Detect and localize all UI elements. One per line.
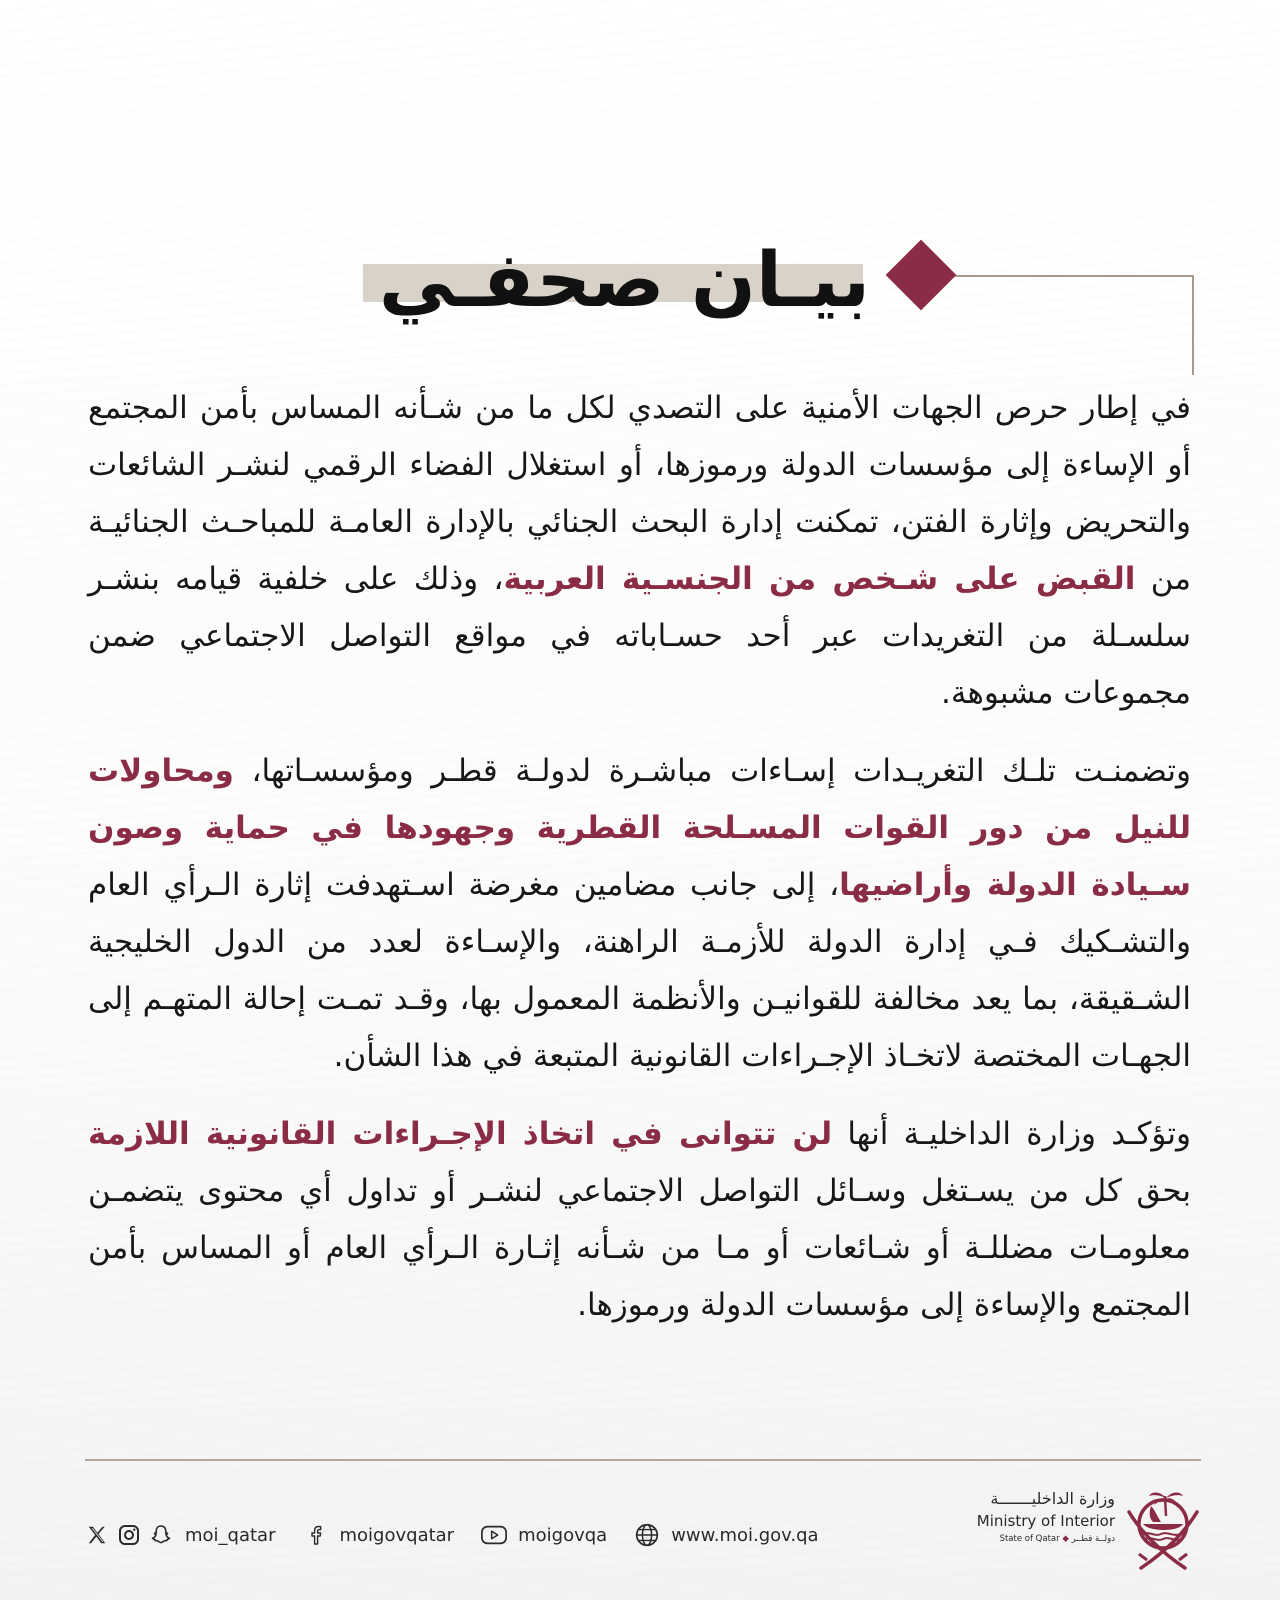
logo-state-en: State of Qatar (999, 1534, 1060, 1544)
press-release-body (88, 380, 1191, 1355)
paragraph-1-highlight: القبض على شـخص من الجنسـية العربية (503, 561, 1136, 597)
paragraph-2-highlight: ومحاولات للنيل من دور القوات المسـلحة القطرية وجهودها في حماية وصون سـيادة الدولة وأراضيها (88, 753, 1191, 903)
youtube-handle[interactable]: moigovqa (518, 1524, 608, 1546)
paragraph-1 (88, 380, 1191, 722)
social-group-website (633, 1521, 818, 1549)
diamond-icon (886, 240, 957, 311)
snapchat-icon[interactable] (147, 1521, 175, 1549)
paragraph-2 (88, 743, 1191, 1085)
social-links (83, 1515, 819, 1555)
x-twitter-icon[interactable] (83, 1521, 111, 1549)
title-divider-line-vertical (1192, 275, 1194, 375)
paragraph-1-text-a: في إطار حرص الجهات الأمنية على التصدي لكل ما من شـأنه المساس بأمن المجتمع أو الإساءة إلى مؤسسات الدولة ورموزها، أو استغلال الفضاء الرقمي لنشـر الشائعات والتحريض وإثارة الفتن، تمكنت إدارة البحث الجنائي بالإدارة العامـة للمباحـث الجنائيـة من (88, 390, 1191, 597)
logo-name-en: Ministry of Interior (976, 1512, 1115, 1530)
qatar-emblem-icon (1121, 1482, 1205, 1572)
social-group-main (83, 1521, 276, 1549)
page-title: بيـان صحفـي (378, 235, 870, 324)
facebook-handle[interactable]: moigovqatar (339, 1524, 455, 1546)
ministry-logo (975, 1482, 1205, 1572)
footer-divider (85, 1459, 1201, 1461)
paragraph-2-text-a: وتضمنـت تلـك التغريـدات إسـاءات مباشـرة لدولـة قطـر ومؤسسـاتها، (233, 753, 1191, 789)
website-link[interactable]: www.moi.gov.qa (671, 1524, 819, 1546)
paragraph-1-text-b: ، وذلك على خلفية قيامه بنشـر سلسـلة من التغريدات عبر أحد حسـاباته في مواقع التواصل الاجتماعي ضمن مجموعات مشبوهة. (88, 561, 1191, 711)
youtube-icon[interactable] (480, 1521, 508, 1549)
paragraph-3-text-b: بحق كل من يسـتغل وسـائل التواصل الاجتماعي لنشـر أو تداول أي محتوى يتضمـن معلومـات مضللـة أو شـائعات أو مـا من شـأنه إثـارة الـرأي العام أو المساس بأمن المجتمع والإساءة إلى مؤسسات الدولة ورموزها. (88, 1173, 1191, 1323)
logo-name-ar: وزارة الداخليـــــــة (990, 1489, 1115, 1508)
social-group-youtube (480, 1521, 607, 1549)
paragraph-2-text-b: ، إلى جانب مضامين مغرضة اسـتهدفت إثارة الـرأي العام والتشـكيك فـي إدارة الدولة للأزمـة الراهنة، والإسـاءة لعدد من الدول الخليجية الشـقيقة، بما يعد مخالفة للقوانيـن والأنظمة المعمول بها، وقـد تمـت إحالة المتهـم إلى الجهـات المختصة لاتخـاذ الإجـراءات القانونية المتبعة في هذا الشأن. (88, 867, 1191, 1074)
facebook-icon[interactable] (302, 1521, 330, 1549)
logo-text (975, 1488, 1115, 1546)
social-handle[interactable]: moi_qatar (185, 1524, 276, 1546)
logo-state-ar: دولــة قطــر (1071, 1534, 1115, 1544)
social-group-facebook (302, 1521, 455, 1549)
title-divider-line (930, 275, 1194, 277)
logo-state: State of Qatar ◆ دولــة قطــر (999, 1534, 1115, 1544)
instagram-icon[interactable] (115, 1521, 143, 1549)
paragraph-3-text-a: وتؤكـد وزارة الداخليـة أنها (832, 1116, 1192, 1152)
paragraph-3 (88, 1106, 1191, 1334)
globe-icon[interactable] (633, 1521, 661, 1549)
paragraph-3-highlight: لن تتوانى في اتخاذ الإجـراءات القانونية اللازمة (88, 1116, 833, 1152)
